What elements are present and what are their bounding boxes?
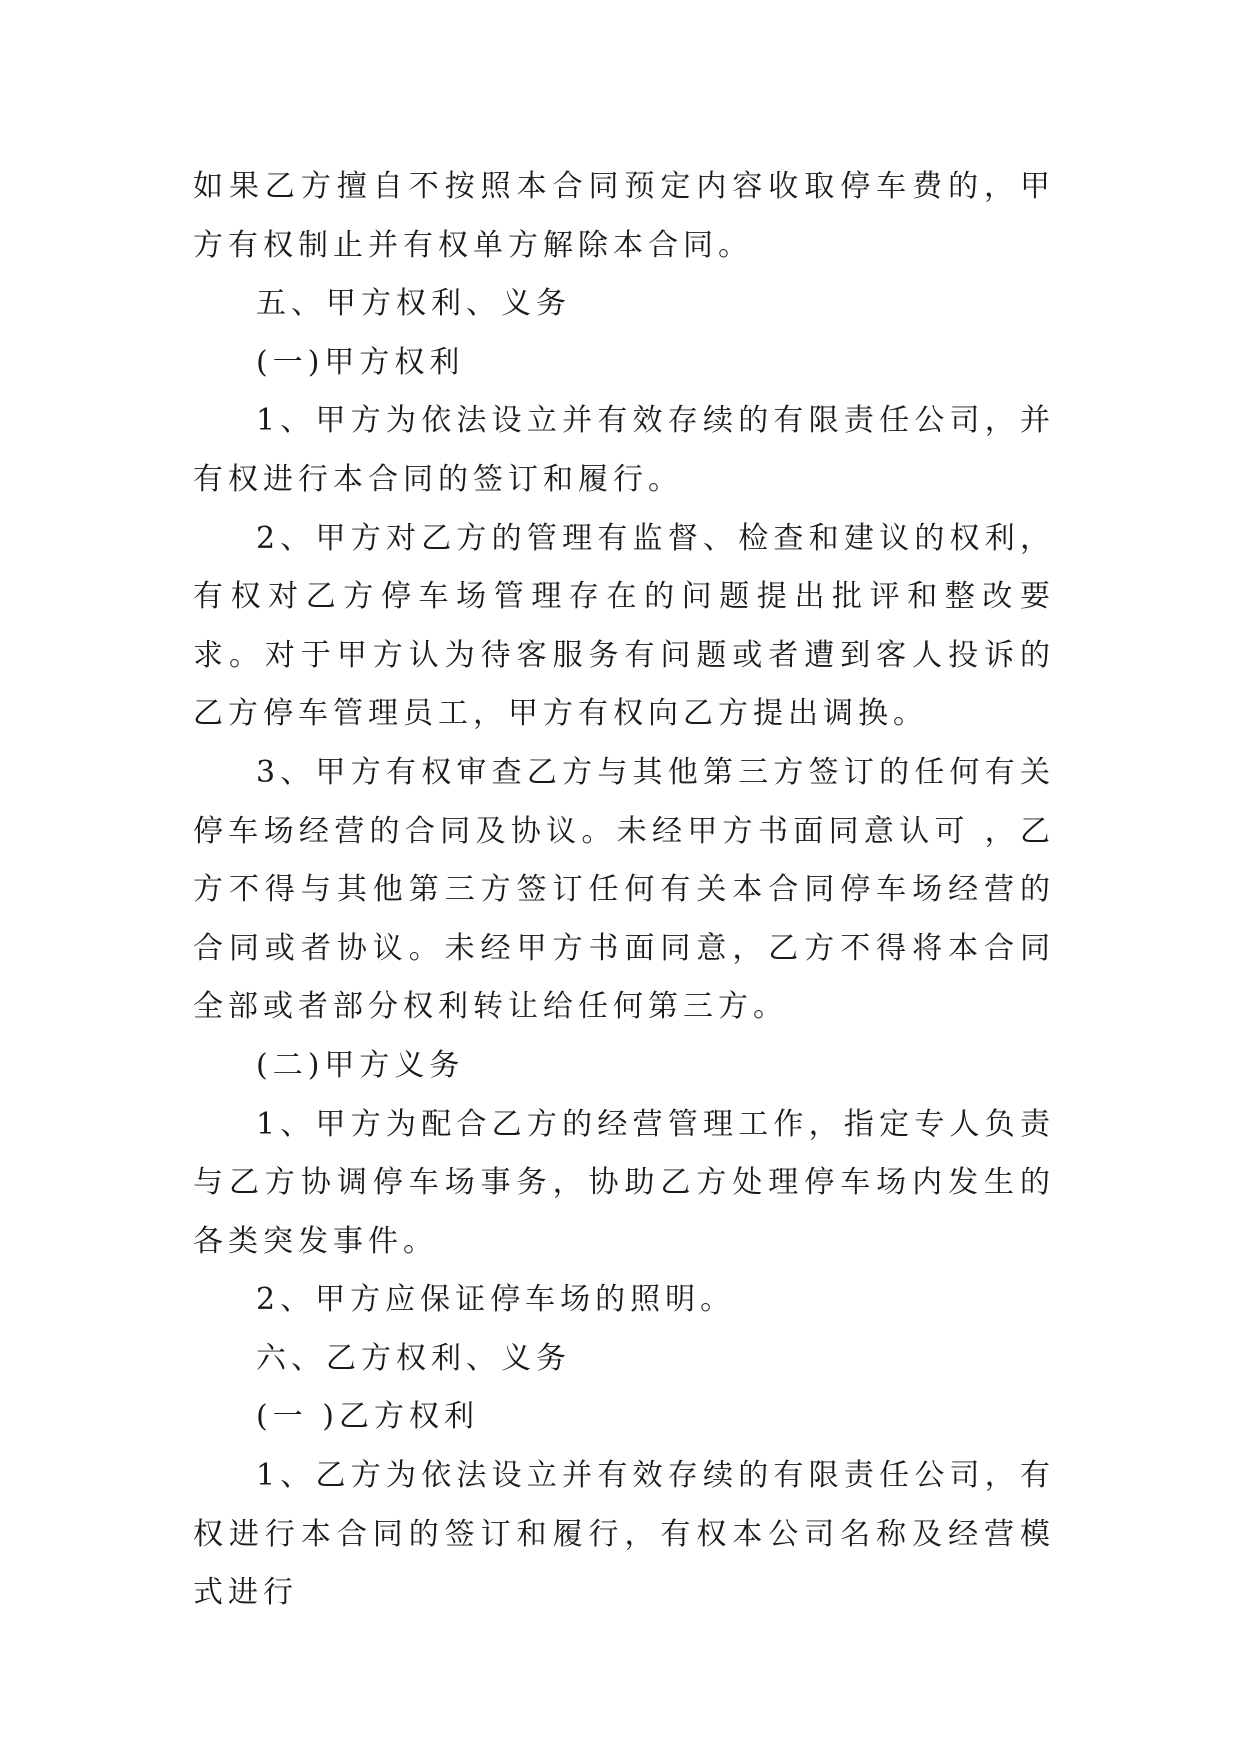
- paragraph-party-a-rights-1: 1、甲方为依法设立并有效存续的有限责任公司，并有权进行本合同的签订和履行。: [193, 403, 1055, 497]
- section-heading-5: 五、甲方权利、义务: [256, 286, 571, 322]
- subsection-heading-party-a-rights: (一)甲方权利: [256, 344, 465, 380]
- paragraph-party-a-rights-2: 2、甲方对乙方的管理有监督、检查和建议的权利，有权对乙方停车场管理存在的问题提出批评和整改要求。对于甲方认为待客服务有问题或者遭到客人投诉的乙方停车管理员工，甲方有权向乙方提出调换。: [193, 520, 1055, 732]
- section-heading-6: 六、乙方权利、义务: [256, 1340, 571, 1376]
- subsection-heading-party-a-duties: (二)甲方义务: [256, 1047, 465, 1083]
- paragraph-party-b-rights-1: 1、乙方为依法设立并有效存续的有限责任公司，有权进行本合同的签订和履行，有权本公司名称及经营模式进行: [193, 1458, 1055, 1611]
- document-body: [193, 158, 1055, 1623]
- paragraph-party-a-duties-2: 2、甲方应保证停车场的照明。: [256, 1282, 736, 1318]
- paragraph-1: 如果乙方擅自不按照本合同预定内容收取停车费的，甲方有权制止并有权单方解除本合同。: [193, 169, 1055, 263]
- subsection-heading-party-b-rights: (一 )乙方权利: [256, 1399, 479, 1435]
- paragraph-party-a-rights-3: 3、甲方有权审查乙方与其他第三方签订的任何有关停车场经营的合同及协议。未经甲方书面同意认可 ，乙方不得与其他第三方签订任何有关本合同停车场经营的合同或者协议。未经甲方书面同意，乙方不得将本合同全部或者部分权利转让给任何第三方。: [193, 754, 1055, 1025]
- paragraph-party-a-duties-1: 1、甲方为配合乙方的经营管理工作，指定专人负责与乙方协调停车场事务，协助乙方处理停车场内发生的各类突发事件。: [193, 1106, 1055, 1259]
